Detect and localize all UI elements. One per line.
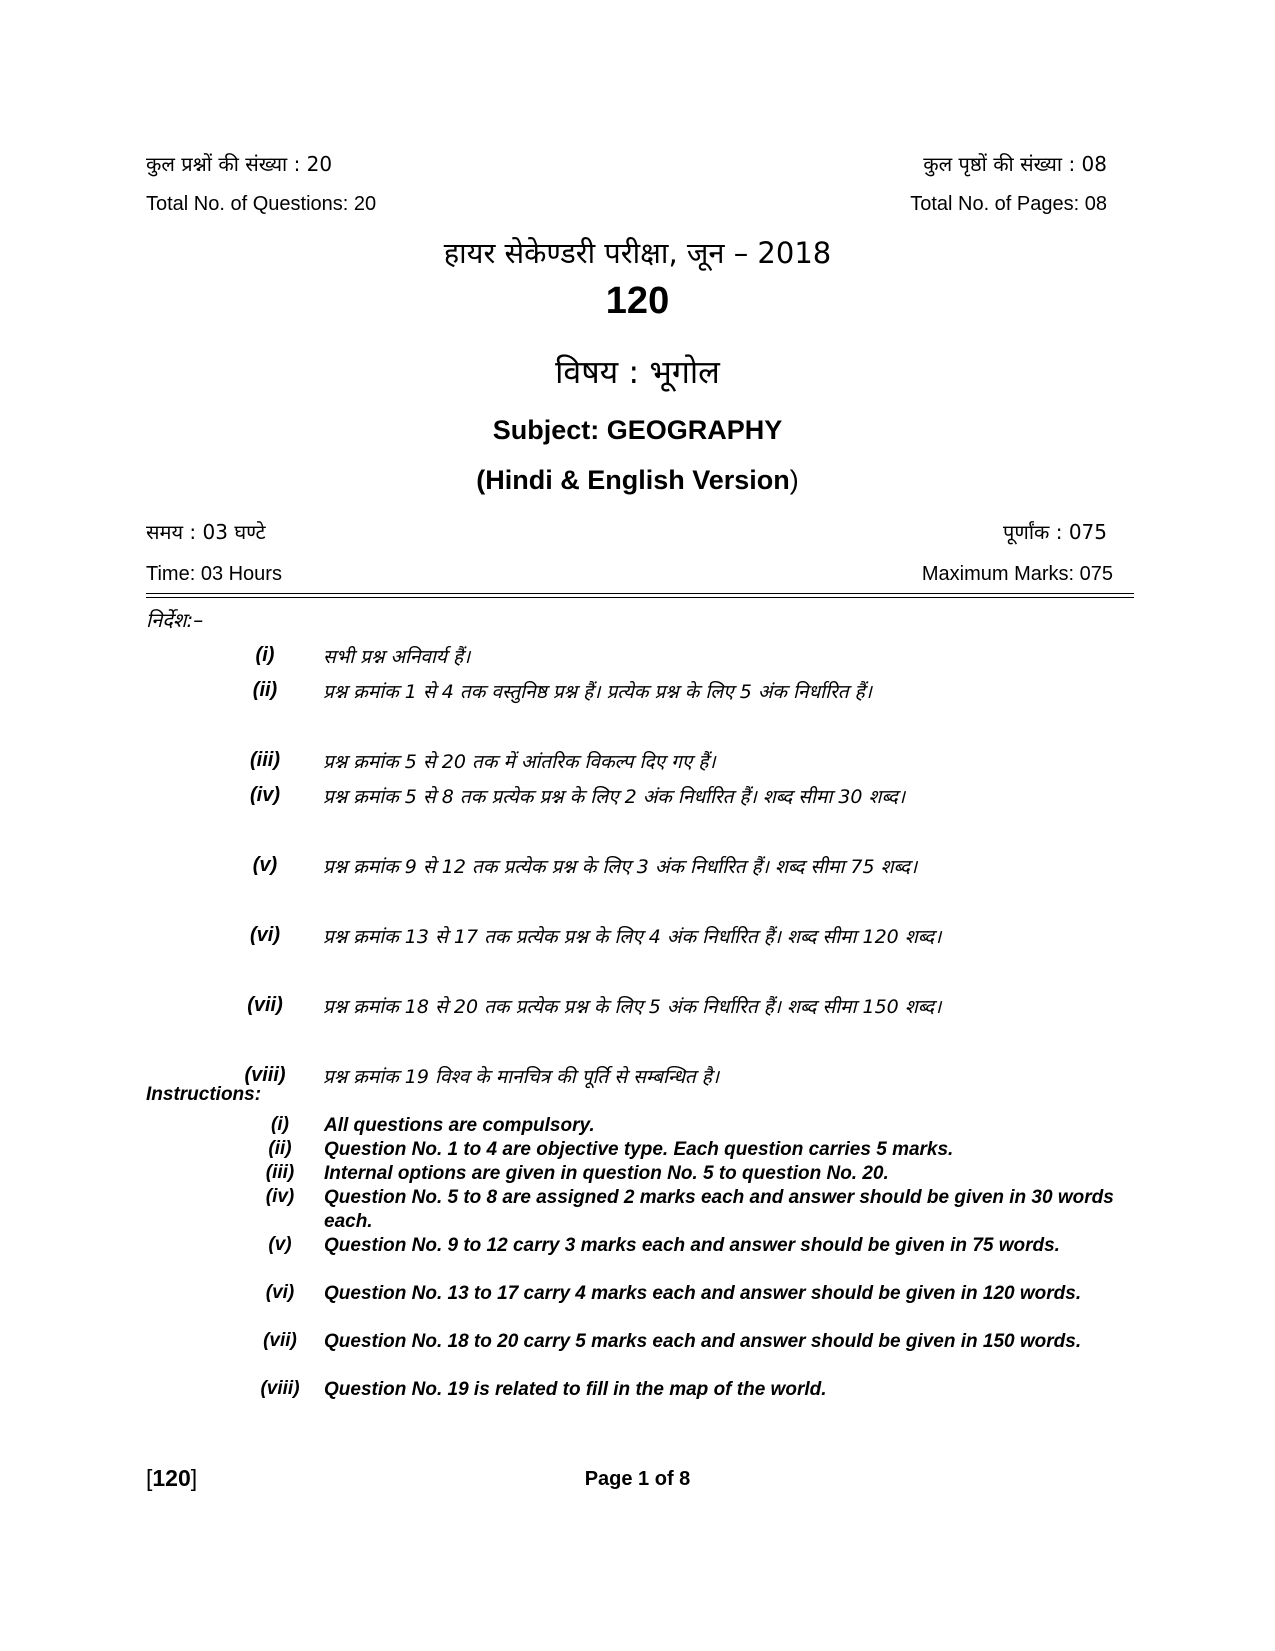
version-label-close: ) bbox=[789, 465, 799, 495]
item-number: (v) bbox=[268, 1234, 292, 1255]
item-number: (viii) bbox=[260, 1378, 300, 1399]
paper-code: 120 bbox=[605, 280, 670, 322]
item-text: प्रश्न क्रमांक 19 विश्व के मानचित्र की पूर्ति से सम्बन्धित है। bbox=[323, 1066, 720, 1088]
item-number: (iv) bbox=[265, 1186, 295, 1207]
max-marks-hindi: पूर्णांक : 075 bbox=[1003, 520, 1107, 544]
item-number: (iv) bbox=[250, 784, 280, 806]
item-text: प्रश्न क्रमांक 5 से 20 तक में आंतरिक विकल्प दिए गए हैं। bbox=[323, 751, 716, 773]
item-text: प्रश्न क्रमांक 18 से 20 तक प्रत्येक प्रश्न के लिए 5 अंक निर्धारित हैं। शब्द सीमा 150 शब्द। bbox=[323, 996, 942, 1018]
list-item bbox=[0, 1330, 1275, 1378]
item-text: Question No. 13 to 17 carry 4 marks each and answer should be given in 120 words. bbox=[324, 1283, 1082, 1304]
subject-english: Subject: GEOGRAPHY bbox=[492, 415, 783, 445]
item-text: प्रश्न क्रमांक 1 से 4 तक वस्तुनिष्ठ प्रश्न हैं। प्रत्येक प्रश्न के लिए 5 अंक निर्धारित हैं। bbox=[323, 681, 872, 703]
item-number: (v) bbox=[252, 854, 278, 876]
footer-bracket-close: ] bbox=[190, 1465, 198, 1491]
item-number: (vi) bbox=[250, 924, 280, 946]
item-number: (vii) bbox=[263, 1330, 297, 1351]
item-number: (vii) bbox=[247, 994, 283, 1016]
footer-code: 120 bbox=[152, 1465, 191, 1491]
list-item bbox=[0, 745, 1275, 780]
list-item bbox=[0, 1234, 1275, 1282]
list-item bbox=[0, 1186, 1275, 1234]
max-marks-english: Maximum Marks: 075 bbox=[921, 563, 1113, 585]
time-english: Time: 03 Hours bbox=[146, 563, 282, 585]
list-item bbox=[0, 1114, 1275, 1138]
version-label-bold: (Hindi & English Version bbox=[476, 465, 790, 495]
time-hindi: समय : 03 घण्टे bbox=[146, 520, 266, 544]
item-text: प्रश्न क्रमांक 5 से 8 तक प्रत्येक प्रश्न के लिए 2 अंक निर्धारित हैं। शब्द सीमा 30 शब्द। bbox=[323, 786, 906, 808]
item-text: Question No. 5 to 8 are assigned 2 marks each and answer should be given in 30 words each. bbox=[324, 1187, 1114, 1232]
item-text: Question No. 1 to 4 are objective type. Each question carries 5 marks. bbox=[324, 1139, 954, 1160]
item-text: सभी प्रश्न अनिवार्य हैं। bbox=[323, 646, 471, 668]
item-text: Question No. 9 to 12 carry 3 marks each and answer should be given in 75 words. bbox=[324, 1235, 1060, 1256]
item-number: (iii) bbox=[265, 1162, 295, 1183]
item-number: (i) bbox=[255, 644, 275, 666]
list-item bbox=[0, 1162, 1275, 1186]
total-questions-hindi: कुल प्रश्नों की संख्या : 20 bbox=[146, 152, 333, 176]
list-item bbox=[0, 1378, 1275, 1402]
instructions-list-english bbox=[0, 1114, 1275, 1402]
exam-title-hindi: हायर सेकेण्डरी परीक्षा, जून – 2018 bbox=[443, 236, 832, 270]
instructions-heading-hindi: निर्देश:– bbox=[146, 608, 204, 632]
item-number: (i) bbox=[271, 1114, 289, 1135]
footer-bracket-open: [ bbox=[146, 1465, 153, 1491]
list-item bbox=[0, 990, 1275, 1060]
list-item bbox=[0, 780, 1275, 850]
item-text: Question No. 18 to 20 carry 5 marks each and answer should be given in 150 words. bbox=[324, 1331, 1082, 1352]
item-number: (vi) bbox=[265, 1282, 295, 1303]
page-number: Page 1 of 8 bbox=[584, 1468, 691, 1490]
item-text: All questions are compulsory. bbox=[324, 1115, 595, 1136]
list-item bbox=[0, 850, 1275, 920]
item-text: प्रश्न क्रमांक 13 से 17 तक प्रत्येक प्रश्न के लिए 4 अंक निर्धारित हैं। शब्द सीमा 120 शब्द। bbox=[323, 926, 942, 948]
item-text: Question No. 19 is related to fill in the map of the world. bbox=[324, 1379, 827, 1400]
item-text: Internal options are given in question No. 5 to question No. 20. bbox=[324, 1163, 889, 1184]
list-item bbox=[0, 1282, 1275, 1330]
subject-hindi: विषय : भूगोल bbox=[555, 353, 720, 391]
instructions-heading-english: Instructions: bbox=[146, 1084, 262, 1105]
divider-line-top bbox=[146, 593, 1134, 594]
item-number: (viii) bbox=[244, 1064, 286, 1086]
total-pages-hindi: कुल पृष्ठों की संख्या : 08 bbox=[923, 152, 1107, 176]
version-label bbox=[0, 465, 1275, 496]
divider-line-bottom bbox=[146, 597, 1134, 598]
list-item bbox=[0, 920, 1275, 990]
list-item bbox=[0, 1138, 1275, 1162]
instructions-list-hindi bbox=[0, 640, 1275, 1095]
item-number: (ii) bbox=[252, 679, 278, 701]
total-questions-english: Total No. of Questions: 20 bbox=[146, 193, 377, 215]
list-item bbox=[0, 640, 1275, 675]
item-number: (iii) bbox=[250, 749, 280, 771]
item-number: (ii) bbox=[268, 1138, 292, 1159]
list-item bbox=[0, 675, 1275, 745]
item-text: प्रश्न क्रमांक 9 से 12 तक प्रत्येक प्रश्न के लिए 3 अंक निर्धारित हैं। शब्द सीमा 75 शब्द। bbox=[323, 856, 918, 878]
total-pages-english: Total No. of Pages: 08 bbox=[910, 193, 1107, 215]
